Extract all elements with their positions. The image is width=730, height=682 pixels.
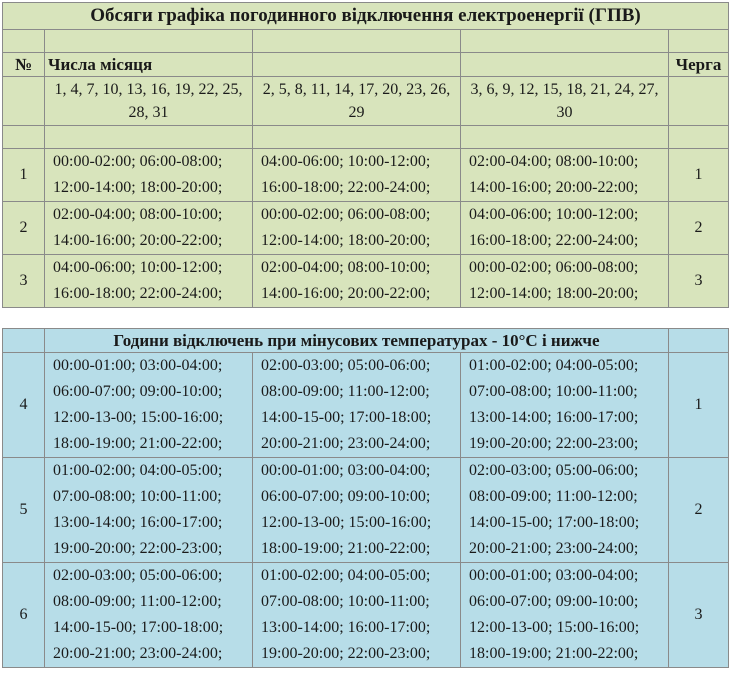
queue-number: 1 (669, 149, 729, 202)
time-slots: 19:00-20:00; 22:00-23:00; (469, 435, 639, 452)
dates-header: Числа місяця (45, 53, 253, 77)
table-row (3, 563, 729, 668)
schedule-cell (461, 149, 669, 202)
schedule-cell (45, 353, 253, 458)
time-slots: 12:00-13-00; 15:00-16:00; (469, 619, 640, 636)
time-slots: 02:00-04:00; 08:00-10:00; (469, 153, 639, 170)
date-group-2: 2, 5, 8, 11, 14, 17, 20, 23, 26, 29 (253, 77, 461, 126)
table-row (3, 202, 729, 255)
schedule-cell (253, 563, 461, 668)
date-group-3: 3, 6, 9, 12, 15, 18, 21, 24, 27, 30 (461, 77, 669, 126)
cold-schedule-rows (3, 353, 729, 668)
row-number: 6 (3, 563, 45, 668)
time-slots: 14:00-15-00; 17:00-18:00; (469, 514, 640, 531)
time-slots: 18:00-19:00; 21:00-22:00; (53, 435, 223, 452)
time-slots: 19:00-20:00; 22:00-23:00; (261, 645, 431, 662)
row-number: 2 (3, 202, 45, 255)
time-slots: 01:00-02:00; 04:00-05:00; (469, 357, 639, 374)
time-slots: 02:00-03:00; 05:00-06:00; (53, 567, 223, 584)
schedule-cell (253, 353, 461, 458)
time-slots: 18:00-19:00; 21:00-22:00; (469, 645, 639, 662)
row-number: 4 (3, 353, 45, 458)
table-title: Обсяги графіка погодинного відключення електроенергії (ГПВ) (3, 3, 729, 30)
time-slots: 16:00-18:00; 22:00-24:00; (53, 285, 223, 302)
time-slots: 12:00-14:00; 18:00-20:00; (53, 179, 223, 196)
time-slots: 00:00-02:00; 06:00-08:00; (261, 206, 431, 223)
queue-number: 3 (669, 563, 729, 668)
time-slots: 02:00-03:00; 05:00-06:00; (261, 357, 431, 374)
schedule-cell (461, 353, 669, 458)
time-slots: 06:00-07:00; 09:00-10:00; (469, 593, 639, 610)
time-slots: 20:00-21:00; 23:00-24:00; (53, 645, 223, 662)
schedule-cell (253, 255, 461, 308)
time-slots: 06:00-07:00; 09:00-10:00; (261, 488, 431, 505)
time-slots: 18:00-19:00; 21:00-22:00; (261, 540, 431, 557)
number-header: № (3, 53, 45, 77)
queue-number: 3 (669, 255, 729, 308)
date-group-1: 1, 4, 7, 10, 13, 16, 19, 22, 25, 28, 31 (45, 77, 253, 126)
time-slots: 02:00-04:00; 08:00-10:00; (261, 259, 431, 276)
time-slots: 04:00-06:00; 10:00-12:00; (261, 153, 431, 170)
table-row (3, 458, 729, 563)
time-slots: 13:00-14:00; 16:00-17:00; (53, 514, 223, 531)
row-number: 5 (3, 458, 45, 563)
time-slots: 04:00-06:00; 10:00-12:00; (469, 206, 639, 223)
schedule-cell (45, 149, 253, 202)
time-slots: 14:00-16:00; 20:00-22:00; (53, 232, 223, 249)
time-slots: 16:00-18:00; 22:00-24:00; (469, 232, 639, 249)
time-slots: 20:00-21:00; 23:00-24:00; (469, 540, 639, 557)
time-slots: 07:00-08:00; 10:00-11:00; (53, 488, 222, 505)
time-slots: 08:00-09:00; 11:00-12:00; (53, 593, 222, 610)
cold-section-title: Години відключень при мінусових температурах - 10°С і нижче (45, 329, 669, 353)
time-slots: 14:00-16:00; 20:00-22:00; (469, 179, 639, 196)
normal-schedule-rows (3, 149, 729, 308)
time-slots: 01:00-02:00; 04:00-05:00; (261, 567, 431, 584)
time-slots: 00:00-01:00; 03:00-04:00; (261, 462, 431, 479)
time-slots: 06:00-07:00; 09:00-10:00; (53, 383, 223, 400)
table-row (3, 353, 729, 458)
schedule-cell (461, 458, 669, 563)
schedule-cell (253, 458, 461, 563)
time-slots: 00:00-02:00; 06:00-08:00; (469, 259, 639, 276)
queue-number: 1 (669, 353, 729, 458)
time-slots: 04:00-06:00; 10:00-12:00; (53, 259, 223, 276)
row-number: 1 (3, 149, 45, 202)
schedule-cell (45, 563, 253, 668)
time-slots: 07:00-08:00; 10:00-11:00; (261, 593, 430, 610)
time-slots: 12:00-14:00; 18:00-20:00; (469, 285, 639, 302)
queue-header: Черга (669, 53, 729, 77)
schedule-cell (45, 202, 253, 255)
outage-schedule-table (2, 2, 729, 668)
row-number: 3 (3, 255, 45, 308)
time-slots: 02:00-03:00; 05:00-06:00; (469, 462, 639, 479)
queue-number: 2 (669, 458, 729, 563)
time-slots: 14:00-15-00; 17:00-18:00; (261, 409, 432, 426)
time-slots: 12:00-14:00; 18:00-20:00; (261, 232, 431, 249)
schedule-cell (45, 255, 253, 308)
time-slots: 02:00-04:00; 08:00-10:00; (53, 206, 223, 223)
time-slots: 07:00-08:00; 10:00-11:00; (469, 383, 638, 400)
time-slots: 01:00-02:00; 04:00-05:00; (53, 462, 223, 479)
schedule-cell (45, 458, 253, 563)
time-slots: 12:00-13-00; 15:00-16:00; (261, 514, 432, 531)
table-row (3, 149, 729, 202)
time-slots: 16:00-18:00; 22:00-24:00; (261, 179, 431, 196)
schedule-sheet (2, 2, 728, 668)
time-slots: 08:00-09:00; 11:00-12:00; (261, 383, 430, 400)
schedule-cell (461, 202, 669, 255)
time-slots: 19:00-20:00; 22:00-23:00; (53, 540, 223, 557)
time-slots: 13:00-14:00; 16:00-17:00; (469, 409, 639, 426)
time-slots: 13:00-14:00; 16:00-17:00; (261, 619, 431, 636)
time-slots: 00:00-02:00; 06:00-08:00; (53, 153, 223, 170)
table-row (3, 255, 729, 308)
schedule-cell (253, 202, 461, 255)
time-slots: 12:00-13-00; 15:00-16:00; (53, 409, 224, 426)
schedule-cell (461, 255, 669, 308)
queue-number: 2 (669, 202, 729, 255)
schedule-cell (461, 563, 669, 668)
time-slots: 00:00-01:00; 03:00-04:00; (53, 357, 223, 374)
time-slots: 08:00-09:00; 11:00-12:00; (469, 488, 638, 505)
time-slots: 14:00-15-00; 17:00-18:00; (53, 619, 224, 636)
time-slots: 14:00-16:00; 20:00-22:00; (261, 285, 431, 302)
schedule-cell (253, 149, 461, 202)
time-slots: 20:00-21:00; 23:00-24:00; (261, 435, 431, 452)
time-slots: 00:00-01:00; 03:00-04:00; (469, 567, 639, 584)
